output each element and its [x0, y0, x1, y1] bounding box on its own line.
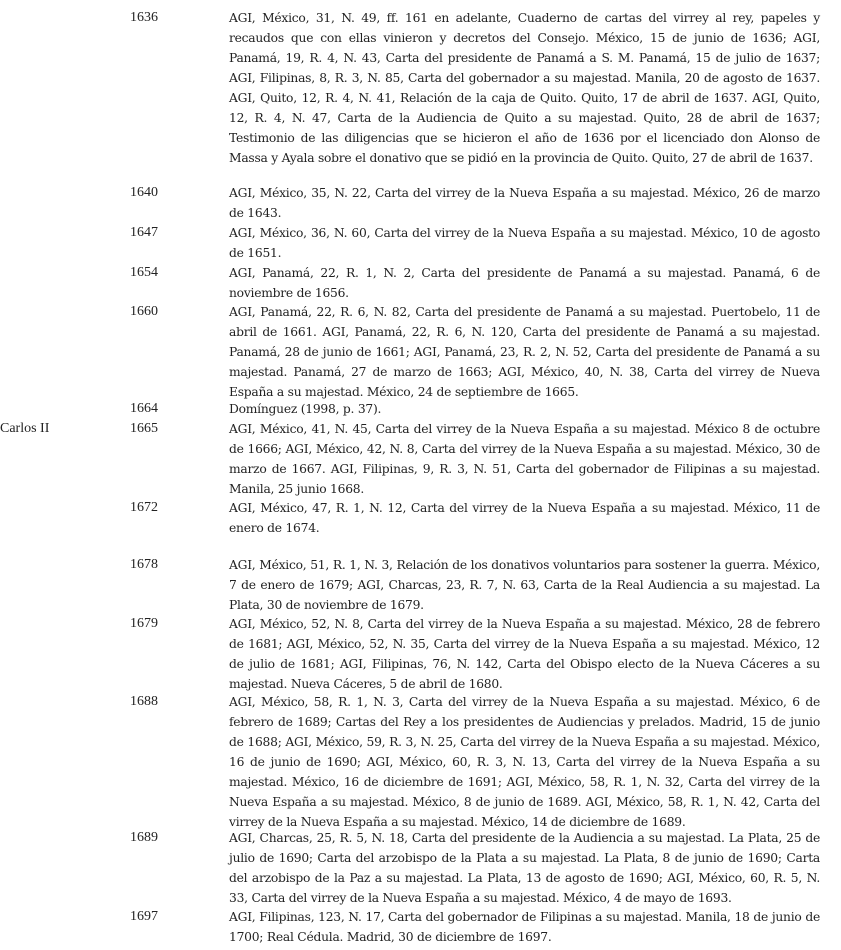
king-label: Carlos II: [0, 421, 50, 436]
year-cell: 1688: [130, 694, 158, 709]
year-cell: 1697: [130, 909, 158, 924]
year-cell: 1664: [130, 401, 158, 416]
year-cell: 1678: [130, 557, 158, 572]
source-entry: Domínguez (1998, p. 37).: [229, 402, 382, 416]
source-entry: AGI, México, 41, N. 45, Carta del virrey de la Nueva España a su majestad. México 8 de octubre de 1666; AGI, México, 42, N. 8, Carta del virrey de la Nueva España a su majestad. México, 30 de marzo de 1667. AGI, Filipinas, 9, R. 3, N. 51, Carta del gobernador de Filipinas a su majestad. Manila, 25 junio 1668.: [229, 422, 820, 496]
source-entry: AGI, México, 35, N. 22, Carta del virrey de la Nueva España a su majestad. México, 26 de marzo de 1643.: [229, 186, 820, 220]
year-cell: 1679: [130, 616, 158, 631]
year-cell: 1654: [130, 265, 158, 280]
year-cell: 1636: [130, 10, 158, 25]
source-entry: AGI, México, 58, R. 1, N. 3, Carta del virrey de la Nueva España a su majestad. México, 6 de febrero de 1689; Cartas del Rey a los presidentes de Audiencias y prelados. Madrid, 15 de junio de 1688; AGI, México, 59, R. 3, N. 25, Carta del virrey de la Nueva España a su majestad. México, 16 de junio de 1690; AGI, México, 60, R. 3, N. 13, Carta del virrey de la Nueva España a su majestad. México, 16 de diciembre de 1691; AGI, México, 58, R. 1, N. 32, Carta del virrey de la Nueva España a su majestad. México, 8 de junio de 1689. AGI, México, 58, R. 1, N. 42, Carta del virrey de la Nueva España a su majestad. México, 14 de diciembre de 1689.: [229, 695, 820, 829]
source-entry: AGI, México, 47, R. 1, N. 12, Carta del virrey de la Nueva España a su majestad. México, 11 de enero de 1674.: [229, 501, 820, 535]
source-entry: AGI, México, 51, R. 1, N. 3, Relación de los donativos voluntarios para sostener la guerra. México, 7 de enero de 1679; AGI, Charcas, 23, R. 7, N. 63, Carta de la Real Audiencia a su majestad. La Plata, 30 de noviembre de 1679.: [229, 558, 820, 612]
source-entry: AGI, Panamá, 22, R. 6, N. 82, Carta del presidente de Panamá a su majestad. Puertobelo, 11 de abril de 1661. AGI, Panamá, 22, R. 6, N. 120, Carta del presidente de Panamá a su majestad. Panamá, 28 de junio de 1661; AGI, Panamá, 23, R. 2, N. 52, Carta del presidente de Panamá a su majestad. Panamá, 27 de marzo de 1663; AGI, México, 40, N. 38, Carta del virrey de Nueva España a su majestad. México, 24 de septiembre de 1665.: [229, 305, 820, 399]
year-cell: 1640: [130, 185, 158, 200]
source-entry: AGI, Panamá, 22, R. 1, N. 2, Carta del presidente de Panamá a su majestad. Panamá, 6 de noviembre de 1656.: [229, 266, 820, 300]
year-cell: 1689: [130, 830, 158, 845]
source-entry: AGI, Charcas, 25, R. 5, N. 18, Carta del presidente de la Audiencia a su majestad. La Plata, 25 de julio de 1690; Carta del arzobispo de la Plata a su majestad. La Plata, 8 de junio de 1690; Carta del arzobispo de la Paz a su majestad. La Plata, 13 de agosto de 1690; AGI, México, 60, R. 5, N. 33, Carta del virrey de la Nueva España a su majestad. México, 4 de mayo de 1693.: [229, 831, 820, 905]
source-entry: AGI, Filipinas, 123, N. 17, Carta del gobernador de Filipinas a su majestad. Manila, 18 de junio de 1700; Real Cédula. Madrid, 30 de diciembre de 1697.: [229, 910, 820, 944]
year-cell: 1660: [130, 304, 158, 319]
year-cell: 1665: [130, 421, 158, 436]
year-cell: 1672: [130, 500, 158, 515]
source-entry: AGI, México, 31, N. 49, ff. 161 en adelante, Cuaderno de cartas del virrey al rey, papeles y recaudos que con ellas vinieron y decretos del Consejo. México, 15 de junio de 1636; AGI, Panamá, 19, R. 4, N. 43, Carta del presidente de Panamá a S. M. Panamá, 15 de julio de 1637; AGI, Filipinas, 8, R. 3, N. 85, Carta del gobernador a su majestad. Manila, 20 de agosto de 1637. AGI, Quito, 12, R. 4, N. 41, Relación de la caja de Quito. Quito, 17 de abril de 1637. AGI, Quito, 12, R. 4, N. 47, Carta de la Audiencia de Quito a su majestad. Quito, 28 de abril de 1637; Testimonio de las diligencias que se hicieron el año de 1636 por el licenciado don Alonso de Massa y Ayala sobre el donativo que se pidió en la provincia de Quito. Quito, 27 de abril de 1637.: [229, 11, 820, 165]
source-entry: AGI, México, 52, N. 8, Carta del virrey de la Nueva España a su majestad. México, 28 de febrero de 1681; AGI, México, 52, N. 35, Carta del virrey de la Nueva España a su majestad. México, 12 de julio de 1681; AGI, Filipinas, 76, N. 142, Carta del Obispo electo de la Nueva Cáceres a su majestad. Nueva Cáceres, 5 de abril de 1680.: [229, 617, 820, 691]
source-entry: AGI, México, 36, N. 60, Carta del virrey de la Nueva España a su majestad. México, 10 de agosto de 1651.: [229, 226, 820, 260]
year-cell: 1647: [130, 225, 158, 240]
